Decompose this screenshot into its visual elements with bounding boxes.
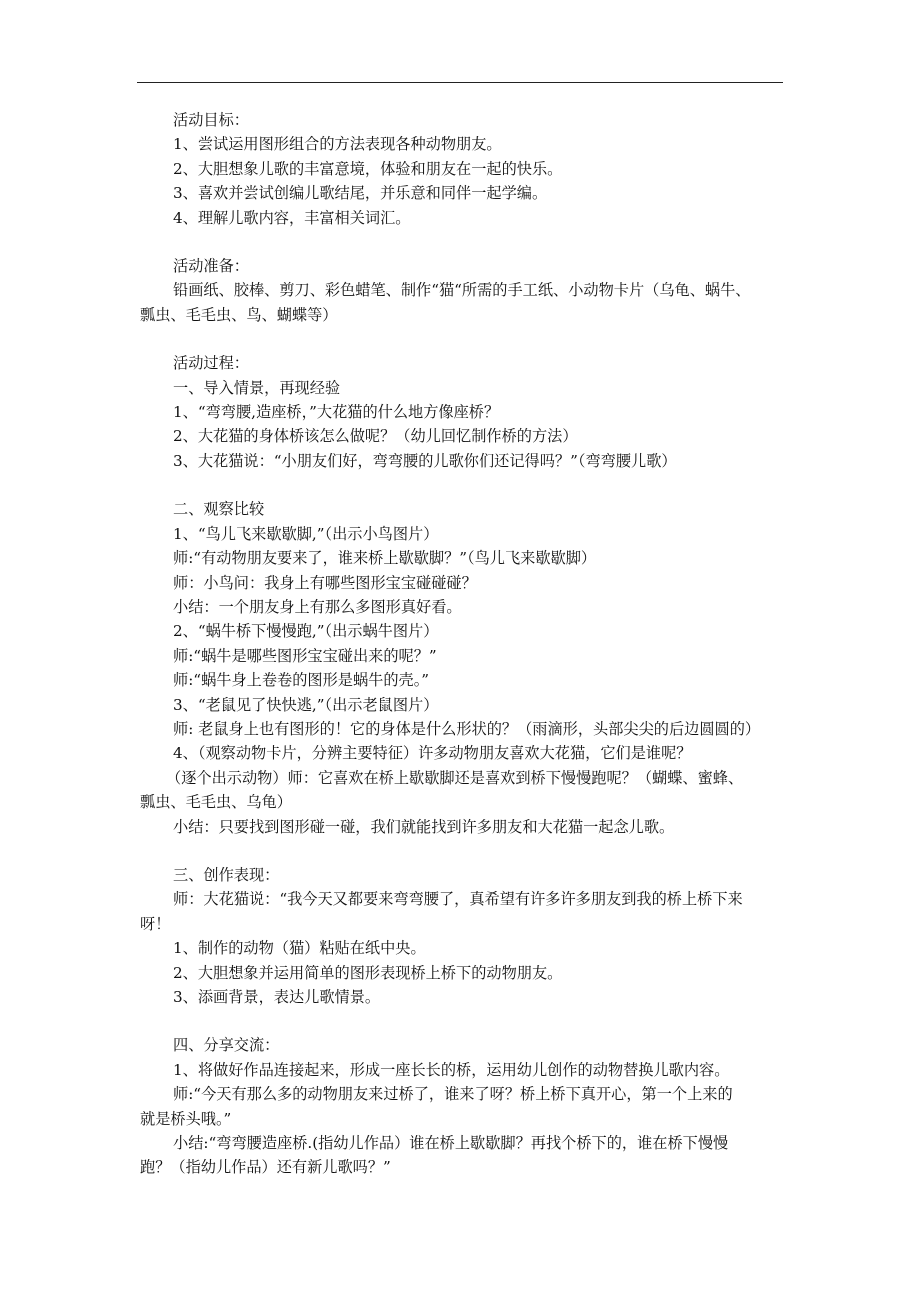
section-2-title: 二、观察比较	[173, 500, 265, 519]
spacer	[140, 839, 790, 863]
section-4-teacher-line-1: 师:“今天有那么多的动物朋友来过桥了，谁来了呀？桥上桥下真开心，第一个上来的	[173, 1085, 733, 1104]
prep-text-line-1: 铅画纸、胶棒、剪刀、彩色蜡笔、制作“猫“所需的手工纸、小动物卡片（乌龟、蜗牛、	[173, 281, 751, 300]
section-1-item-3: 3、大花猫说：“小朋友们好，弯弯腰的儿歌你们还记得吗？”（弯弯腰儿歌）	[173, 451, 677, 470]
section-2-line-9: 师: 老鼠身上也有图形的！它的身体是什么形状的？（雨滴形，头部尖尖的后边圆圆的）	[173, 719, 761, 738]
section-2-summary: 小结：只要找到图形碰一碰，我们就能找到许多朋友和大花猫一起念儿歌。	[173, 817, 675, 836]
goals-heading: 活动目标：	[173, 111, 249, 129]
section-2-line-3: 师：小鸟问：我身上有哪些图形宝宝碰碰碰？	[173, 573, 477, 592]
goal-item-4: 4、理解儿歌内容，丰富相关词汇。	[173, 208, 411, 227]
spacer	[140, 1009, 790, 1033]
section-2-line-2: 师:“有动物朋友要来了，谁来桥上歇歇脚？”（鸟儿飞来歇歇脚）	[173, 549, 597, 568]
prep-text-line-2: 瓢虫、毛毛虫、鸟、蝴蝶等）	[140, 305, 338, 324]
section-1-item-1: 1、“弯弯腰,造座桥，”大花猫的什么地方像座桥？	[173, 403, 500, 422]
section-1-item-2: 2、大花猫的身体桥该怎么做呢？（幼儿回忆制作桥的方法）	[173, 427, 578, 446]
prep-heading: 活动准备：	[173, 257, 249, 276]
section-3-teacher-line-2: 呀！	[140, 914, 171, 933]
section-4-title: 四、分享交流：	[173, 1036, 280, 1055]
spacer	[140, 327, 790, 351]
section-2-paragraph-line-2: 瓢虫、毛毛虫、乌龟）	[140, 793, 292, 812]
spacer	[140, 230, 790, 254]
spacer	[140, 473, 790, 497]
section-1-title: 一、导入情景，再现经验	[173, 378, 341, 397]
goal-item-2: 2、大胆想象儿歌的丰富意境，体验和朋友在一起的快乐。	[173, 159, 563, 178]
lesson-plan-document	[140, 108, 790, 1180]
section-3-item-3: 3、添画背景，表达儿歌情景。	[173, 988, 381, 1006]
section-2-line-6: 师:“蜗牛是哪些图形宝宝碰出来的呢？”	[173, 646, 437, 665]
section-4-item-1: 1、将做好作品连接起来，形成一座长长的桥，运用幼儿创作的动物替换儿歌内容。	[173, 1060, 730, 1079]
section-2-line-8: 3、“老鼠见了快快逃,”（出示老鼠图片）	[173, 695, 439, 714]
section-3-item-2: 2、大胆想象并运用简单的图形表现桥上桥下的动物朋友。	[173, 963, 563, 982]
section-3-teacher-line-1: 师：大花猫说：“我今天又都要来弯弯腰了，真希望有许多许多朋友到我的桥上桥下来	[173, 890, 743, 909]
section-3-title: 三、创作表现：	[173, 865, 280, 884]
section-2-line-4: 小结：一个朋友身上有那么多图形真好看。	[173, 597, 462, 616]
header-rule	[137, 82, 783, 83]
section-2-paragraph-line-1: （逐个出示动物）师：它喜欢在桥上歇歇脚还是喜欢到桥下慢慢跑呢？（蝴蝶、蜜蜂、	[166, 768, 744, 787]
section-2-line-1: 1、“鸟儿飞来歇歇脚,”（出示小鸟图片）	[173, 524, 439, 543]
goal-item-1: 1、尝试运用图形组合的方法表现各种动物朋友。	[173, 135, 502, 154]
section-2-line-5: 2、“蜗牛桥下慢慢跑,”（出示蜗牛图片）	[173, 622, 439, 641]
section-2-line-10: 4、（观察动物卡片，分辨主要特征）许多动物朋友喜欢大花猫，它们是谁呢？	[173, 744, 692, 763]
process-heading: 活动过程：	[173, 354, 249, 373]
section-2-line-7: 师:“蜗牛身上卷卷的图形是蜗牛的壳。”	[173, 671, 430, 690]
section-4-teacher-line-2: 就是桥头哦。”	[140, 1109, 232, 1128]
section-4-summary-line-2: 跑？（指幼儿作品）还有新儿歌吗？”	[140, 1158, 391, 1177]
section-3-item-1: 1、制作的动物（猫）粘贴在纸中央。	[173, 939, 426, 958]
section-4-summary-line-1: 小结:“弯弯腰造座桥.(指幼儿作品）谁在桥上歇歇脚？再找个桥下的，谁在桥下慢慢	[173, 1134, 729, 1153]
goal-item-3: 3、喜欢并尝试创编儿歌结尾，并乐意和同伴一起学编。	[173, 184, 548, 203]
